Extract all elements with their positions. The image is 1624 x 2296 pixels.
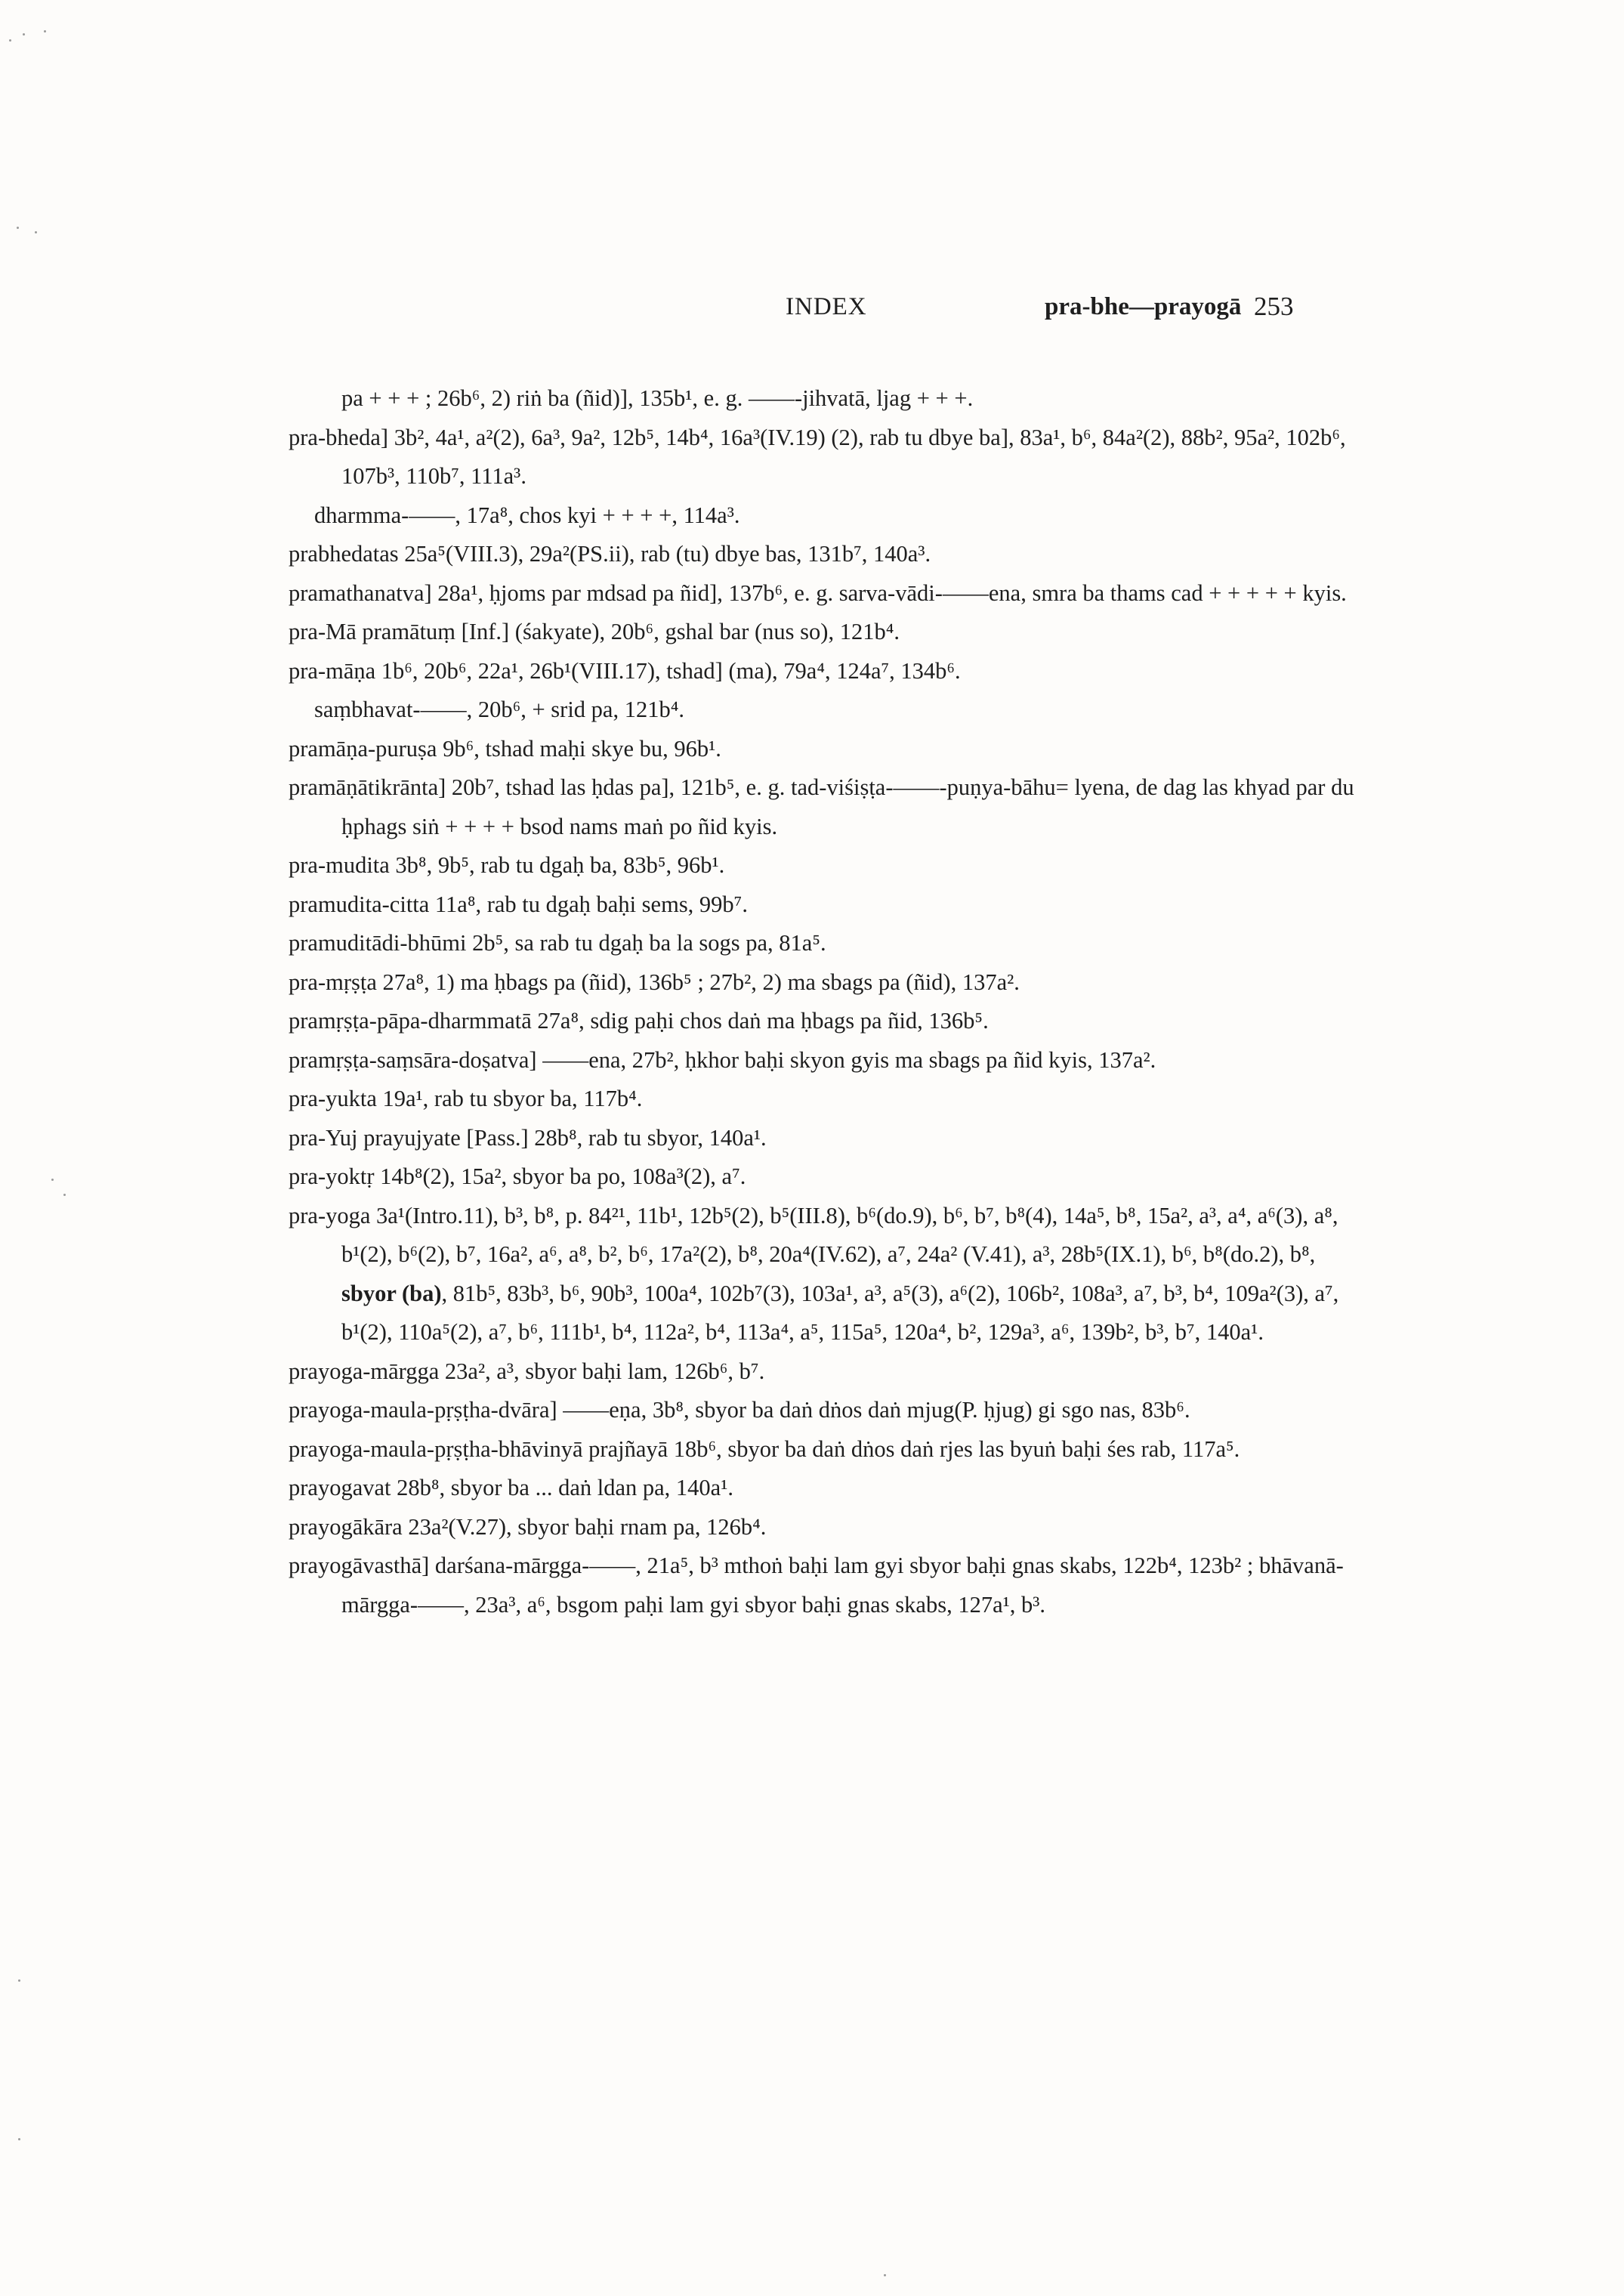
index-entry bbox=[289, 730, 1361, 769]
index-entries bbox=[289, 379, 1361, 1624]
entry-text: pramathanatva] 28a¹, ḥjoms par mdsad pa ñid], 137b⁶, e. g. sarva-vādi-——ena, smra ba thams cad + + + + + kyis. bbox=[289, 579, 1347, 606]
scan-speckle bbox=[17, 227, 19, 229]
index-entry bbox=[289, 963, 1361, 1003]
scan-speckle bbox=[9, 39, 11, 42]
entry-text: pa + + + ; 26b⁶, 2) riṅ ba (ñid)], 135b¹, e. g. ——-jihvatā, ljag + + +. bbox=[341, 385, 974, 411]
scan-speckle bbox=[18, 2138, 20, 2140]
entry-text: pramṛṣṭa-saṃsāra-doṣatva] ——ena, 27b², ḥkhor baḥi skyon gyis ma sbags pa ñid kyis, 137a². bbox=[289, 1046, 1156, 1073]
entry-text: pra-yoga 3a¹(Intro.11), b³, b⁸, p. 84²¹, 11b¹, 12b⁵(2), b⁵(III.8), b⁶(do.9), b⁶, b⁷, b⁸(4), 14a⁵, b⁸, 15a², a³, a⁴, a⁶(3), a⁸, b¹(2), b⁶(2), b⁷, 16a², a⁶, a⁸, b², b⁶, 17a²(2), b⁸, 20a⁴(IV.62), a⁷, 24a² (V.41), a³, 28b⁵(IX.1), b⁶, b⁸(do.2), b⁸, bbox=[289, 1202, 1345, 1267]
index-entry bbox=[289, 691, 1361, 730]
index-entry bbox=[289, 535, 1361, 574]
index-entry bbox=[289, 1041, 1361, 1080]
entry-text: prayogavat 28b⁸, sbyor ba ... daṅ ldan pa, 140a¹. bbox=[289, 1475, 733, 1500]
entry-text: prayogākāra 23a²(V.27), sbyor baḥi rnam pa, 126b⁴. bbox=[289, 1513, 767, 1540]
scan-speckle bbox=[18, 1979, 20, 1982]
entry-text: pramuditādi-bhūmi 2b⁵, sa rab tu dgaḥ ba la sogs pa, 81a⁵. bbox=[289, 930, 826, 956]
entry-text: pramāṇātikrānta] 20b⁷, tshad las ḥdas pa], 121b⁵, e. g. tad-viśiṣṭa-——-puṇya-bāhu= lyena, de dag las khyad par du ḥphags siṅ + + + + bsod nams maṅ po ñid kyis. bbox=[289, 774, 1360, 839]
index-entry bbox=[289, 1469, 1361, 1508]
index-entry bbox=[289, 652, 1361, 691]
index-entry bbox=[289, 613, 1361, 652]
index-entry bbox=[289, 1508, 1361, 1547]
entry-text: pra-bheda] 3b², 4a¹, a²(2), 6a³, 9a², 12b⁵, 14b⁴, 16a³(IV.19) (2), rab tu dbye ba], 83a¹, b⁶, 84a²(2), 88b², 95a², 102b⁶, 107b³, 110b⁷, 111a³. bbox=[289, 424, 1352, 489]
entry-text: prabhedatas 25a⁵(VIII.3), 29a²(PS.ii), rab (tu) dbye bas, 131b⁷, 140a³. bbox=[289, 541, 931, 567]
index-entry bbox=[289, 1080, 1361, 1119]
entry-text: dharmma-——, 17a⁸, chos kyi + + + +, 114a³. bbox=[314, 502, 740, 528]
scan-speckle bbox=[884, 2274, 886, 2276]
index-entry bbox=[289, 1002, 1361, 1041]
running-header bbox=[0, 293, 1624, 338]
index-entry bbox=[289, 768, 1361, 846]
entry-text: prayogāvasthā] darśana-mārgga-——, 21a⁵, b³ mthoṅ baḥi lam gyi sbyor baḥi gnas skabs, 122b⁴, 123b² ; bhāvanā-mārgga-——, 23a³, a⁶, bsgom paḥi lam gyi sbyor baḥi gnas skabs, 127a¹, b³. bbox=[289, 1553, 1344, 1618]
entry-text: saṃbhavat-——, 20b⁶, + srid pa, 121b⁴. bbox=[314, 697, 684, 722]
index-entry bbox=[289, 1157, 1361, 1197]
index-entry bbox=[289, 419, 1361, 496]
entry-text: pra-mṛṣṭa 27a⁸, 1) ma ḥbags pa (ñid), 136b⁵ ; 27b², 2) ma sbags pa (ñid), 137a². bbox=[289, 969, 1020, 995]
entry-text: pra-Mā pramātuṃ [Inf.] (śakyate), 20b⁶, gshal bar (nus so), 121b⁴. bbox=[289, 619, 900, 644]
header-title: INDEX bbox=[786, 293, 867, 320]
entry-text: prayoga-maula-pṛṣṭha-bhāvinyā prajñayā 18b⁶, sbyor ba daṅ dṅos daṅ rjes las byuṅ baḥi śes rab, 117a⁵. bbox=[289, 1435, 1240, 1462]
index-entry bbox=[289, 846, 1361, 885]
index-entry bbox=[289, 496, 1361, 536]
index-entry bbox=[289, 379, 1361, 419]
header-entry-range: pra-bhe—prayogā bbox=[1045, 293, 1242, 320]
entry-text: pra-Yuj prayujyate [Pass.] 28b⁸, rab tu sbyor, 140a¹. bbox=[289, 1124, 767, 1151]
scan-speckle bbox=[44, 30, 46, 32]
entry-text: pra-yukta 19a¹, rab tu sbyor ba, 117b⁴. bbox=[289, 1086, 643, 1111]
entry-text: pra-mudita 3b⁸, 9b⁵, rab tu dgaḥ ba, 83b⁵, 96b¹. bbox=[289, 852, 725, 878]
scan-speckle bbox=[23, 33, 25, 36]
index-entry bbox=[289, 1430, 1361, 1469]
scan-speckle bbox=[51, 1179, 54, 1181]
index-entry bbox=[289, 924, 1361, 963]
index-entry bbox=[289, 1352, 1361, 1392]
index-entry bbox=[289, 1391, 1361, 1430]
entry-text: prayoga-maula-pṛṣṭha-dvāra] ——eṇa, 3b⁸, sbyor ba daṅ dṅos daṅ mjug(P. ḥjug) gi sgo nas, 83b⁶. bbox=[289, 1397, 1190, 1423]
index-entry bbox=[289, 1547, 1361, 1624]
entry-text: pra-yoktṛ 14b⁸(2), 15a², sbyor ba po, 108a³(2), a⁷. bbox=[289, 1163, 746, 1189]
entry-text: pra-māṇa 1b⁶, 20b⁶, 22a¹, 26b¹(VIII.17), tshad] (ma), 79a⁴, 124a⁷, 134b⁶. bbox=[289, 657, 961, 684]
entry-text: pramṛṣṭa-pāpa-dharmmatā 27a⁸, sdig paḥi chos daṅ ma ḥbags pa ñid, 136b⁵. bbox=[289, 1008, 989, 1034]
index-entry bbox=[289, 1119, 1361, 1158]
entry-text: pramudita-citta 11a⁸, rab tu dgaḥ baḥi sems, 99b⁷. bbox=[289, 891, 748, 917]
index-entry bbox=[289, 885, 1361, 925]
entry-text: pramāṇa-puruṣa 9b⁶, tshad maḥi skye bu, 96b¹. bbox=[289, 735, 721, 762]
scan-speckle bbox=[63, 1194, 66, 1196]
scan-speckle bbox=[35, 231, 37, 233]
entry-text: prayoga-mārgga 23a², a³, sbyor baḥi lam, 126b⁶, b⁷. bbox=[289, 1358, 765, 1384]
page-number: 253 bbox=[1254, 292, 1294, 321]
index-entry bbox=[289, 1197, 1361, 1352]
entry-bold-term: sbyor (ba) bbox=[341, 1280, 442, 1306]
index-entry bbox=[289, 574, 1361, 613]
entry-text-continued: , 81b⁵, 83b³, b⁶, 90b³, 100a⁴, 102b⁷(3), 103a¹, a³, a⁵(3), a⁶(2), 106b², 108a³, a⁷, b³, b⁴, 109a²(3), a⁷, b¹(2), 110a⁵(2), a⁷, b⁶, 111b¹, b⁴, 112a², b⁴, 113a⁴, a⁵, 115a⁵, 120a⁴, b², 129a³, a⁶, 139b², b³, b⁷, 140a¹. bbox=[341, 1280, 1345, 1345]
